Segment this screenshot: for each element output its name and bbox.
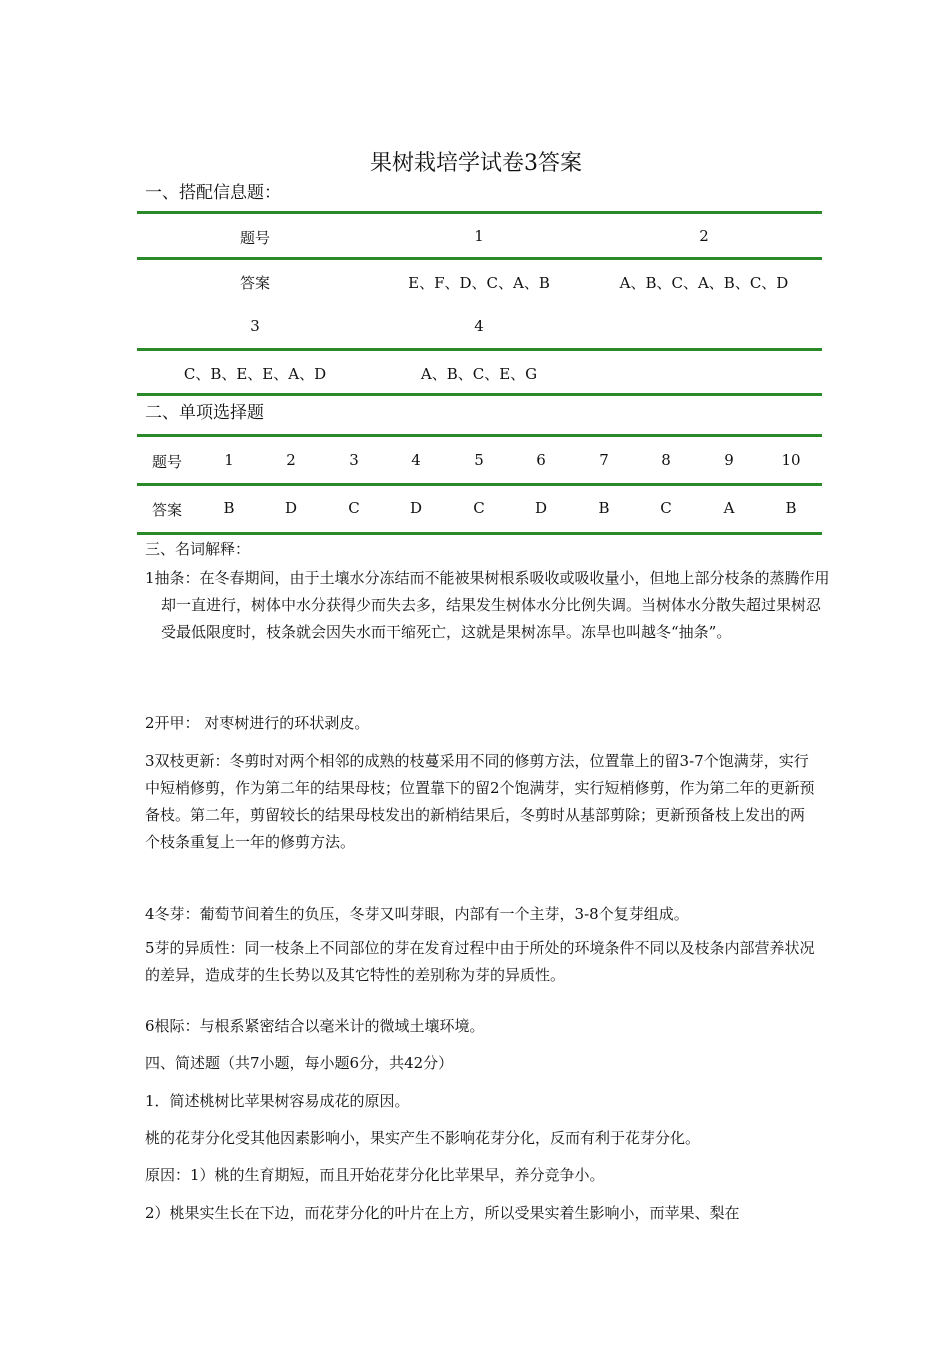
section-3-heading: 三、名词解释： [145,540,251,558]
table-rule [137,483,822,486]
match-answer-2: A、B、C、A、B、C、D [619,274,789,292]
choice-num-cell: 2 [286,451,296,469]
term-6: 6根际：与根系紧密结合以毫米计的微域土壤环境。 [145,1017,485,1035]
table-rule [137,211,822,214]
match-header-4: 4 [474,317,484,335]
choice-num-cell: 4 [411,451,421,469]
choice-num-cell: 1 [224,451,234,469]
page-title: 果树栽培学试卷3答案 [370,151,582,176]
match-answer-3: C、B、E、E、A、D [183,365,327,383]
choice-num-cell: 6 [536,451,546,469]
choice-answer-cell: B [598,499,610,517]
choice-answer-cell: D [534,499,548,517]
term-2: 2开甲： 对枣树进行的环状剥皮。 [145,714,370,732]
choice-answer-cell: B [223,499,235,517]
choice-num-label: 题号 [151,453,182,471]
match-header-2: 2 [699,227,709,245]
section-1-heading: 一、搭配信息题： [145,183,281,203]
match-header-label: 题号 [239,229,270,247]
answer-line-2: 原因：1）桃的生育期短，而且开始花芽分化比苹果早，养分竞争小。 [145,1166,605,1184]
choice-answer-cell: A [723,499,735,517]
term-1: 1抽条：在冬春期间，由于土壤水分冻结而不能被果树根系吸收或吸收量小，但地上部分枝条的蒸腾作用却一直进行，树体中水分获得少而失去多，结果发生树体水分比例失调。当树体水分散失超过果树忍受最低限度时，枝条就会因失水而干缩死亡，这就是果树冻旱。冻旱也叫越冬“抽条”。 [145,569,830,641]
term-4: 4冬芽：葡萄节间着生的负压，冬芽又叫芽眼，内部有一个主芽，3-8个复芽组成。 [145,905,689,923]
question-1: 1．简述桃树比苹果树容易成花的原因。 [145,1092,410,1110]
choice-ans-label: 答案 [151,501,182,519]
match-answer-1: E、F、D、C、A、B [408,274,550,292]
choice-answer-cell: C [660,499,672,517]
choice-answer-cell: C [348,499,360,517]
choice-num-cell: 7 [599,451,609,469]
choice-num-cell: 8 [661,451,671,469]
match-answer-label: 答案 [239,274,270,292]
choice-answer-cell: B [785,499,797,517]
table-rule [137,393,822,396]
choice-num-cell: 3 [349,451,359,469]
choice-num-cell: 9 [724,451,734,469]
choice-num-cell: 10 [781,451,801,469]
choice-answer-cell: D [409,499,423,517]
table-rule [137,348,822,351]
section-2-heading: 二、单项选择题 [145,403,264,423]
table-rule [137,532,822,535]
choice-answer-cell: D [284,499,298,517]
answer-line-1: 桃的花芽分化受其他因素影响小，果实产生不影响花芽分化，反而有利于花芽分化。 [145,1129,701,1147]
table-rule [137,257,822,260]
match-answer-4: A、B、C、E、G [420,365,538,383]
match-header-1: 1 [474,227,484,245]
answer-line-3: 2）桃果实生长在下边，而花芽分化的叶片在上方，所以受果实着生影响小，而苹果、梨在 [145,1204,740,1222]
term-3: 3双枝更新：冬剪时对两个相邻的成熟的枝蔓采用不同的修剪方法，位置靠上的留3-7个饱满芽，实行中短梢修剪，作为第二年的结果母枝；位置靠下的留2个饱满芽，实行短梢修剪，作为第二年的更新预备枝。第二年，剪留较长的结果母枝发出的新梢结果后，冬剪时从基部剪除；更新预备枝上发出的两个枝条重复上一年的修剪方法。 [145,752,815,851]
section-4-heading: 四、简述题（共7小题，每小题6分，共42分） [145,1054,454,1072]
match-header-3: 3 [250,317,260,335]
term-5: 5芽的异质性：同一枝条上不同部位的芽在发育过程中由于所处的环境条件不同以及枝条内部营养状况的差异，造成芽的生长势以及其它特性的差别称为芽的异质性。 [145,939,815,984]
table-rule [137,434,822,437]
choice-num-cell: 5 [474,451,484,469]
choice-answer-cell: C [473,499,485,517]
